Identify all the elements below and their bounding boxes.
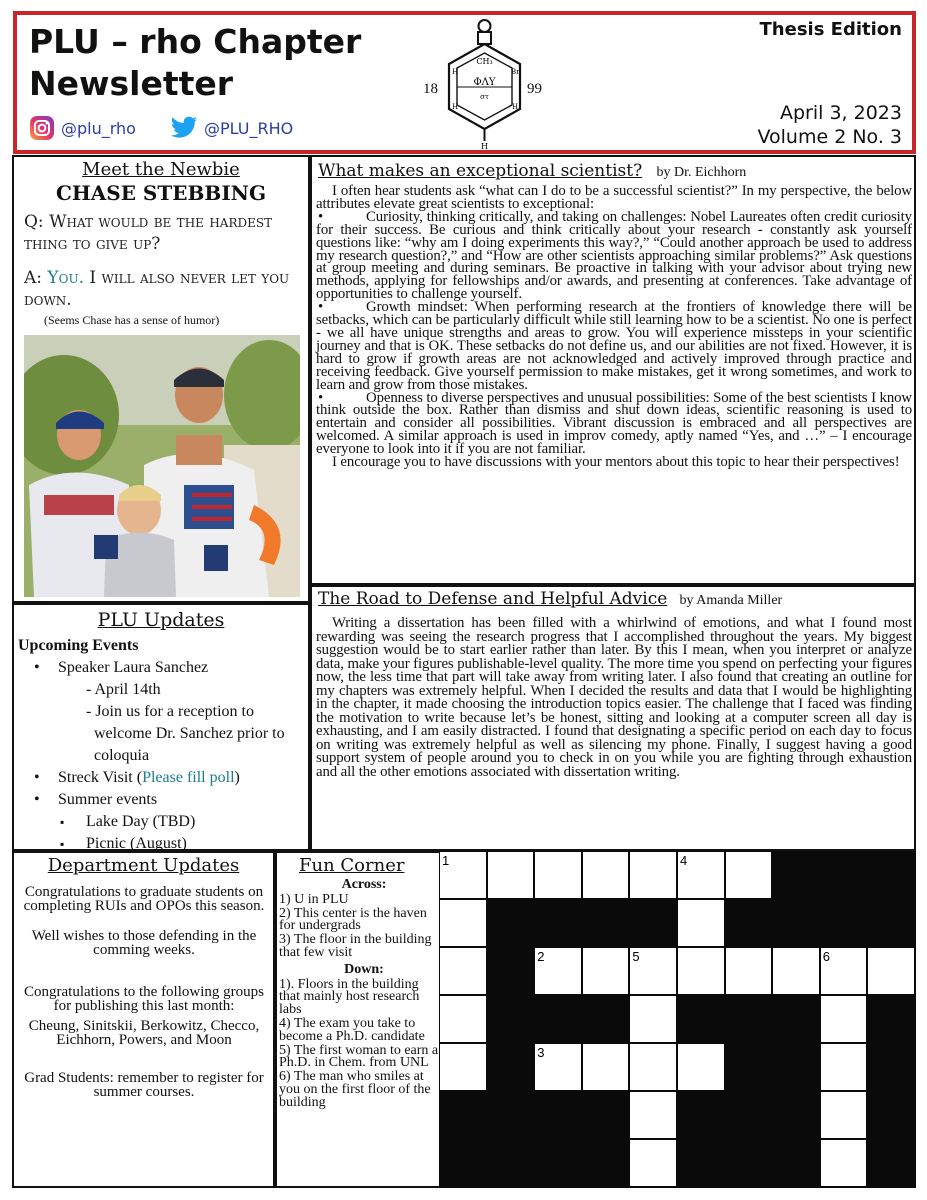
- crossword-cell[interactable]: [725, 947, 773, 995]
- article-body: I often hear students ask “what can I do to be a successful scientist?” In my perspective, the below attributes elevate great scientists to exceptional: • Curiosity, thinking critically, and taking on challenges: Nobel Laureates often credit curiosity for their success. Be curious and think critically about your research - constantly ask yourself questions like: “why am I doing experiments this way?,” “Could another approach be used to address my research question?,” and “How are other scientists approaching similar problems?” Ask questions at group meeting and during seminars. Be proactive in talking with your advisor about trying new methods, applying for fellowships and/or awards, and presenting at conferences. Take advantage of opportunities to challenge yourself. • Growth mindset: When performing research at the frontiers of knowledge there will be setbacks, which can be particularly difficult while still learning how to be a scientist. No one is perfect - we all have unique strengths and areas to grow. You will experience missteps in your scientific journey and that is OK. These setbacks do not define us, and our abilities are not fixed. However, it is hard to grow if growth areas are not acknowledged and actively improved through practice and receiving feedback. Give yourself permission to make mistakes, get it wrong sometimes, and work to learn and grow from those mistakes. • Openness to diverse perspectives and unusual possibilities: Some of the best scientists I know think outside the box. Rather than dismiss and shut down ideas, scientific reasoning is used to entertain and consider all possibilities. Vibrant discussion is embraced and all perspectives are welcomed. A similar approach is used in improv comedy, aptly named “Yes, and …” – I encourage everyone to look into it if you are not familiar. I encourage you to have discussions with your mentors about this topic to hear their perspectives!: [316, 183, 912, 471]
- crossword-cell[interactable]: [582, 851, 630, 899]
- instagram-icon[interactable]: [29, 115, 55, 141]
- crossword-cell[interactable]: [820, 995, 868, 1043]
- svg-text:CH₃: CH₃: [476, 57, 493, 66]
- crossword-cell[interactable]: [629, 1091, 677, 1139]
- crossword-cell[interactable]: [534, 947, 582, 995]
- across-label: Across:: [341, 877, 387, 892]
- crossword-grid[interactable]: [439, 851, 916, 1188]
- meet-the-newbie-panel: [12, 155, 310, 603]
- article-byline: by Amanda Miller: [679, 593, 783, 608]
- crossword-cell[interactable]: [629, 1139, 677, 1187]
- twitter-handle[interactable]: @PLU_RHO: [203, 118, 294, 138]
- crossword-cell[interactable]: [820, 1139, 868, 1187]
- clue: 3) The floor in the building that few visit: [279, 932, 432, 960]
- svg-text:H: H: [512, 103, 519, 111]
- article-body: Writing a dissertation has been filled with a whirlwind of emotions, and what I found most rewarding was seeing the research progress that I accomplished throughout the years. My biggest suggestion would be to start earlier rather than later. By this I mean, when you interpret or analyze data, make your figures publishable-level quality. The more time you spend on perfecting your figures now, the less time that part will take away from writing later. I also found that creating an outline for my chapters was extremely helpful. When I decided the results and data that I would be highlighting in the chapter, it made choosing the introduction topics easier. The challenge that I faced was finding the motivation to write because let’s be honest, sitting and looking at a computer screen all day is exhausting, and I am easily distracted. I found that designating a specific period on each day to focus on writing was extremely helpful as well as silencing my phone. Finally, I suggest having a good support system of people around you to check in on you while you are fighting through exhaustion and all the other emotions associated with dissertation writing.: [316, 615, 912, 780]
- svg-text:H: H: [481, 142, 488, 150]
- crossword-cell[interactable]: [439, 1043, 487, 1091]
- defense-article: [310, 585, 916, 851]
- clue: 5) The first woman to earn a Ph.D. in Chem. from UNL: [279, 1042, 439, 1071]
- list-item: • Speaker Laura Sanchez: [16, 657, 306, 679]
- clue-number: 6: [822, 949, 831, 964]
- clue: 6) The man who smiles at you on the first floor of the building: [279, 1069, 431, 1110]
- edition-label: Thesis Edition: [759, 19, 902, 40]
- clue: 1). Floors in the building that mainly host research labs: [279, 976, 420, 1018]
- list-item: ▪ Lake Day (TBD): [16, 811, 306, 833]
- list-item: - Join us for a reception to welcome Dr. Sanchez prior to coloquia: [86, 703, 285, 764]
- issue-date: April 3, 2023 Volume 2 No. 3: [757, 102, 902, 148]
- social-row: [29, 115, 321, 141]
- list-item: - April 14th: [86, 681, 161, 698]
- instagram-handle[interactable]: @plu_rho: [61, 118, 136, 138]
- crossword-cell[interactable]: [629, 947, 677, 995]
- list-item: • Streck Visit (Please fill poll): [16, 767, 306, 789]
- down-label: Down:: [344, 961, 384, 977]
- crossword-cell[interactable]: [820, 1043, 868, 1091]
- crossword-cell[interactable]: [582, 947, 630, 995]
- newbie-heading: Meet the Newbie: [82, 159, 240, 180]
- clue-number: 5: [632, 949, 640, 964]
- department-updates-panel: [12, 851, 275, 1188]
- crossword-cell[interactable]: [820, 947, 868, 995]
- clue-number: 2: [537, 949, 545, 964]
- plu-updates-panel: [12, 603, 310, 851]
- crossword-cell[interactable]: [534, 1043, 582, 1091]
- crossword-cell[interactable]: [629, 1043, 677, 1091]
- list-item: ▪ Picnic (August): [16, 833, 306, 855]
- svg-text:στ: στ: [480, 93, 489, 101]
- article-byline: by Dr. Eichhorn: [656, 165, 747, 180]
- poll-link[interactable]: Please fill poll: [142, 769, 235, 786]
- crossword-cell[interactable]: [772, 947, 820, 995]
- crossword-cell[interactable]: [725, 851, 773, 899]
- svg-text:H: H: [452, 103, 459, 111]
- newsletter-title: PLU – rho Chapter Newsletter: [29, 22, 362, 103]
- newbie-question: Q: What would be the hardest thing to give up?: [24, 212, 273, 254]
- crossword-cell[interactable]: [629, 851, 677, 899]
- crossword-cell[interactable]: [439, 947, 487, 995]
- crossword-cell[interactable]: [820, 1091, 868, 1139]
- crossword-cell[interactable]: [677, 851, 725, 899]
- fun-corner-panel: [275, 851, 916, 1188]
- crossword-cell[interactable]: [629, 995, 677, 1043]
- clue-number: 4: [680, 853, 688, 868]
- newbie-note: (Seems Chase has a sense of humor): [44, 313, 220, 327]
- founding-year-right: 99: [527, 81, 542, 97]
- updates-heading: PLU Updates: [97, 609, 225, 631]
- crossword-cell[interactable]: [867, 947, 915, 995]
- article-title: The Road to Defense and Helpful Advice by Amanda Miller: [318, 589, 783, 609]
- crossword-cell[interactable]: [677, 1043, 725, 1091]
- crossword-cell[interactable]: [439, 995, 487, 1043]
- crossword-cell[interactable]: [439, 899, 487, 947]
- article-title: What makes an exceptional scientist? by Dr. Eichhorn: [318, 161, 747, 181]
- founding-year-left: 18: [423, 81, 438, 97]
- clue: 1) U in PLU: [279, 891, 349, 907]
- crossword-clues: [279, 879, 439, 1111]
- crossword-cell[interactable]: [534, 851, 582, 899]
- newbie-photo: [24, 335, 300, 597]
- scientist-article: [310, 155, 916, 585]
- newbie-answer: A: You. I will also never let you down.: [24, 268, 290, 310]
- svg-text:ΦΛΥ: ΦΛΥ: [473, 77, 496, 88]
- clue-number: 3: [537, 1045, 545, 1060]
- newbie-name: CHASE STEBBING: [55, 181, 267, 205]
- updates-list: [16, 635, 306, 855]
- svg-text:H: H: [452, 68, 459, 76]
- department-body: Congratulations to graduate students on completing RUIs and OPOs this season. Well wishes to those defending in the comming weeks. Congratulations to the following groups for publishing this last month: Cheung, Sinitskii, Berkowitz, Checco, Eichhorn, Powers, and Moon Grad Students: remember to register for summer courses.: [23, 884, 265, 1100]
- department-heading: Department Updates: [47, 855, 240, 876]
- crossword-cell[interactable]: [677, 947, 725, 995]
- fraternity-crest-logo: [442, 17, 527, 150]
- masthead: [13, 11, 916, 154]
- crossword-cell[interactable]: [487, 851, 535, 899]
- upcoming-events-label: Upcoming Events: [18, 637, 139, 654]
- twitter-icon[interactable]: [170, 116, 198, 140]
- clue: 4) The exam you take to become a Ph.D. candidate: [279, 1015, 425, 1044]
- list-item: • Summer events: [16, 789, 306, 811]
- crossword-cell[interactable]: [439, 851, 487, 899]
- crossword-cell[interactable]: [582, 1043, 630, 1091]
- svg-text:Br: Br: [511, 68, 520, 76]
- clue: 2) This center is the haven for undergrads: [279, 905, 427, 934]
- crossword-cell[interactable]: [677, 899, 725, 947]
- fun-corner-heading: Fun Corner: [299, 855, 405, 876]
- clue-number: 1: [442, 853, 450, 868]
